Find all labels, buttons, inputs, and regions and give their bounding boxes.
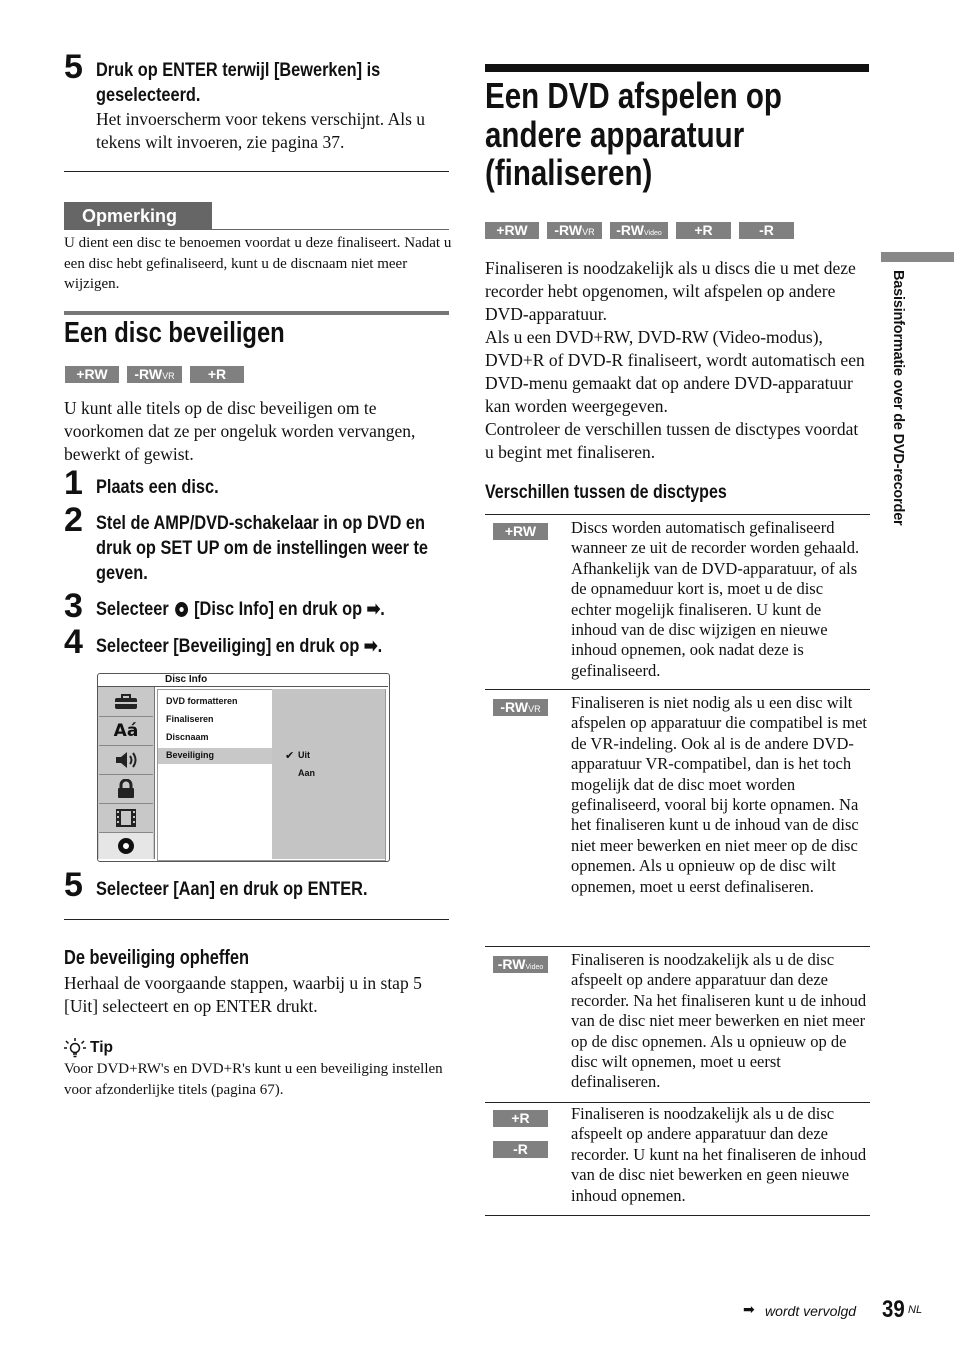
step-number: 5	[64, 866, 83, 904]
badge-plus-rw	[493, 523, 548, 540]
badge-label: -RW	[616, 222, 644, 238]
step-number: 1	[64, 464, 83, 502]
badge-plus-r	[190, 366, 244, 383]
badge-label: +R	[511, 1110, 530, 1126]
step-title: Druk op ENTER terwijl [Bewerken] is geselecteerd.	[96, 60, 381, 106]
language-icon[interactable]: Aá	[99, 717, 153, 746]
badge-plus-rw	[485, 222, 539, 239]
table-title: Verschillen tussen de disctypes	[485, 481, 727, 503]
step-text: Plaats een disc.	[96, 477, 219, 498]
row-text: Finaliseren is noodzakelijk als u de disc afspeelt op andere apparatuur dan deze recorder. Na het finaliseren kunt u de inhoud van de disc niet meer bewerken en niet meer op de disc opnemen. Als u opnieuw op de disc wilt opnemen, moet u eerst definaliseren.	[571, 950, 867, 1092]
step-text-c: .	[377, 636, 383, 657]
menu-item-protect[interactable]: Beveiliging	[166, 750, 215, 760]
menu-item-disc-name[interactable]: Discnaam	[166, 732, 209, 742]
intro-paragraph: Als u een DVD+RW, DVD-RW (Video-modus), DVD+R of DVD-R finaliseert, wordt automatisch een DVD-menu gemaakt dat op andere DVD-apparatuur kan worden weergegeven.	[485, 327, 865, 416]
menu-item-finalize[interactable]: Finaliseren	[166, 714, 214, 724]
badge-label: +R	[694, 222, 713, 238]
badge-minus-r	[493, 1141, 548, 1158]
disc-icon	[175, 602, 188, 617]
divider	[64, 171, 449, 172]
title-line: Een DVD afspelen op	[485, 75, 782, 116]
badge-plus-r	[676, 222, 731, 239]
page-title	[485, 77, 782, 193]
section-rule	[64, 311, 449, 315]
step-text-c: .	[380, 599, 385, 620]
title-line: (finaliseren)	[485, 152, 653, 193]
badge-label: -RW	[134, 366, 163, 382]
badge-minus-rw-vr: -RWVR	[547, 222, 602, 239]
step-text-a: Selecteer	[96, 599, 169, 620]
step-text	[96, 634, 457, 659]
intro-paragraph: Finaliseren is noodzakelijk als u discs die u met deze recorder hebt opgenomen, wilt afspelen op andere DVD-apparatuur.	[485, 258, 856, 324]
lock-icon[interactable]	[99, 775, 153, 804]
row-text: Finaliseren is noodzakelijk als u de disc afspeelt op andere apparatuur dan deze recorder. U kunt na het finaliseren de inhoud van de disc niet bewerken en geen nieuwe inhoud opnemen.	[571, 1104, 867, 1205]
section-intro: U kunt alle titels op de disc beveiligen om te voorkomen dat ze per ongeluk worden vervangen, bewerkt of gewist.	[64, 398, 416, 464]
options-panel	[272, 689, 385, 859]
tip-text: Voor DVD+RW's en DVD+R's kunt u een beveiliging instellen voor afzonderlijke titels (pagina 67).	[64, 1061, 443, 1098]
note-label: Opmerking	[82, 206, 178, 226]
speaker-icon[interactable]	[99, 746, 153, 775]
badge-minus-rw-video: -RWVideo	[610, 222, 668, 239]
badge-minus-rw-vr: -RWVR	[127, 366, 182, 383]
sidebar-label: Basisinformatie over de DVD-recorder	[890, 270, 906, 526]
row-divider	[485, 946, 870, 947]
badge-minus-rw-video	[493, 956, 548, 973]
step-text-b: [Disc Info] en druk op	[194, 599, 363, 620]
badge-label: +RW	[76, 366, 108, 382]
page-number: 39	[882, 1296, 905, 1323]
badge-label: -RW	[497, 956, 526, 972]
title-line: andere apparatuur	[485, 113, 745, 155]
step-number: 5	[64, 48, 83, 86]
note-text: U dient een disc te benoemen voordat u deze finaliseert. Nadat u een disc hebt gefinaliseerd, kunt u de discnaam niet meer wijzigen.	[64, 235, 452, 292]
badge-label: +RW	[496, 222, 528, 238]
badge-minus-rw-vr	[493, 699, 548, 716]
divider	[64, 919, 449, 920]
badge-label: +RW	[504, 523, 537, 539]
step-text	[96, 597, 457, 622]
row-divider	[485, 689, 870, 690]
film-icon[interactable]	[99, 804, 153, 833]
continued-text: wordt vervolgd	[765, 1303, 857, 1319]
screen-title: Disc Info	[165, 674, 208, 685]
toolbox-icon[interactable]	[99, 688, 153, 717]
option-on[interactable]: Aan	[298, 768, 316, 778]
arrow-right-icon: ➡	[366, 599, 381, 620]
step-body: Het invoerscherm voor tekens verschijnt. Als u tekens wilt invoeren, zie pagina 37.	[96, 109, 426, 152]
note-label-box	[64, 202, 212, 230]
checkmark-icon: ✔	[285, 749, 295, 762]
badge-label: -R	[759, 222, 774, 238]
intro-paragraph: Controleer de verschillen tussen de disctypes voordat u begint met finaliseren.	[485, 419, 859, 462]
row-text: Finaliseren is niet nodig als u een disc wilt afspelen op apparatuur die compatibel is met de VR-indeling. Ook al is de andere DVD-apparatuur VR-compatibel, dan is het toch mogelijk dat de disc moet worden gefinaliseerd, vooral bij korte opnamen. Na het finaliseren kunt u de inhoud van de disc niet meer bewerken en niet meer op de disc opnemen. Als u opnieuw op de disc wilt opnemen, moet u eerst definaliseren.	[571, 693, 867, 896]
sidebar-tab	[881, 252, 954, 262]
screen-title-rule	[97, 686, 388, 687]
menu-item-dvd-format[interactable]: DVD formatteren	[166, 696, 238, 706]
badge-plus-rw	[65, 366, 119, 383]
tip-label: Tip	[90, 1039, 113, 1056]
sidebar-label-box	[886, 270, 908, 570]
badge-minus-r	[739, 222, 794, 239]
arrow-right-icon: ➡	[363, 636, 378, 657]
subsection-text: Herhaal de voorgaande stappen, waarbij u in stap 5 [Uit] selecteert en op ENTER drukt.	[64, 973, 422, 1016]
note-underline	[64, 229, 449, 230]
step-text: Stel de AMP/DVD-schakelaar in op DVD en druk op SET UP om de instellingen weer te geven.	[96, 513, 429, 584]
row-text: Discs worden automatisch gefinaliseerd wanneer ze uit de recorder worden gehaald. Afhankelijk van de DVD-apparatuur, of als de opnameduur kort is, moet u de disc echter mogelijk finaliseren. U kunt de inhoud van de disc wijzigen en nieuwe inhoud opnemen, ook nadat deze is gefinaliseerd.	[571, 518, 860, 680]
badge-label: -RW	[554, 222, 583, 238]
badge-sub: VR	[528, 704, 541, 714]
badge-label: -RW	[500, 699, 529, 715]
intro-text	[485, 257, 869, 464]
step-number: 2	[64, 501, 83, 539]
step-number: 3	[64, 587, 83, 625]
step-number: 4	[64, 623, 83, 661]
arrow-right-icon: ➡	[743, 1302, 755, 1318]
badge-plus-r	[493, 1110, 548, 1127]
step-text-a: Selecteer [Beveiliging] en druk op	[96, 636, 360, 657]
table-bottom-rule	[485, 1215, 870, 1216]
badge-sub: Video	[525, 964, 544, 971]
table-top-rule	[485, 514, 870, 515]
badge-label: -R	[513, 1141, 528, 1157]
step-text: Selecteer [Aan] en druk op ENTER.	[96, 879, 368, 900]
row-divider	[485, 1102, 870, 1103]
badge-label: +R	[207, 366, 227, 382]
subsection-title: De beveiliging opheffen	[64, 947, 249, 969]
language-code: NL	[908, 1304, 923, 1316]
title-rule	[485, 64, 869, 72]
disc-menu-icon[interactable]	[99, 833, 153, 859]
section-title: Een disc beveiligen	[64, 317, 285, 349]
option-off[interactable]: Uit	[298, 750, 310, 760]
